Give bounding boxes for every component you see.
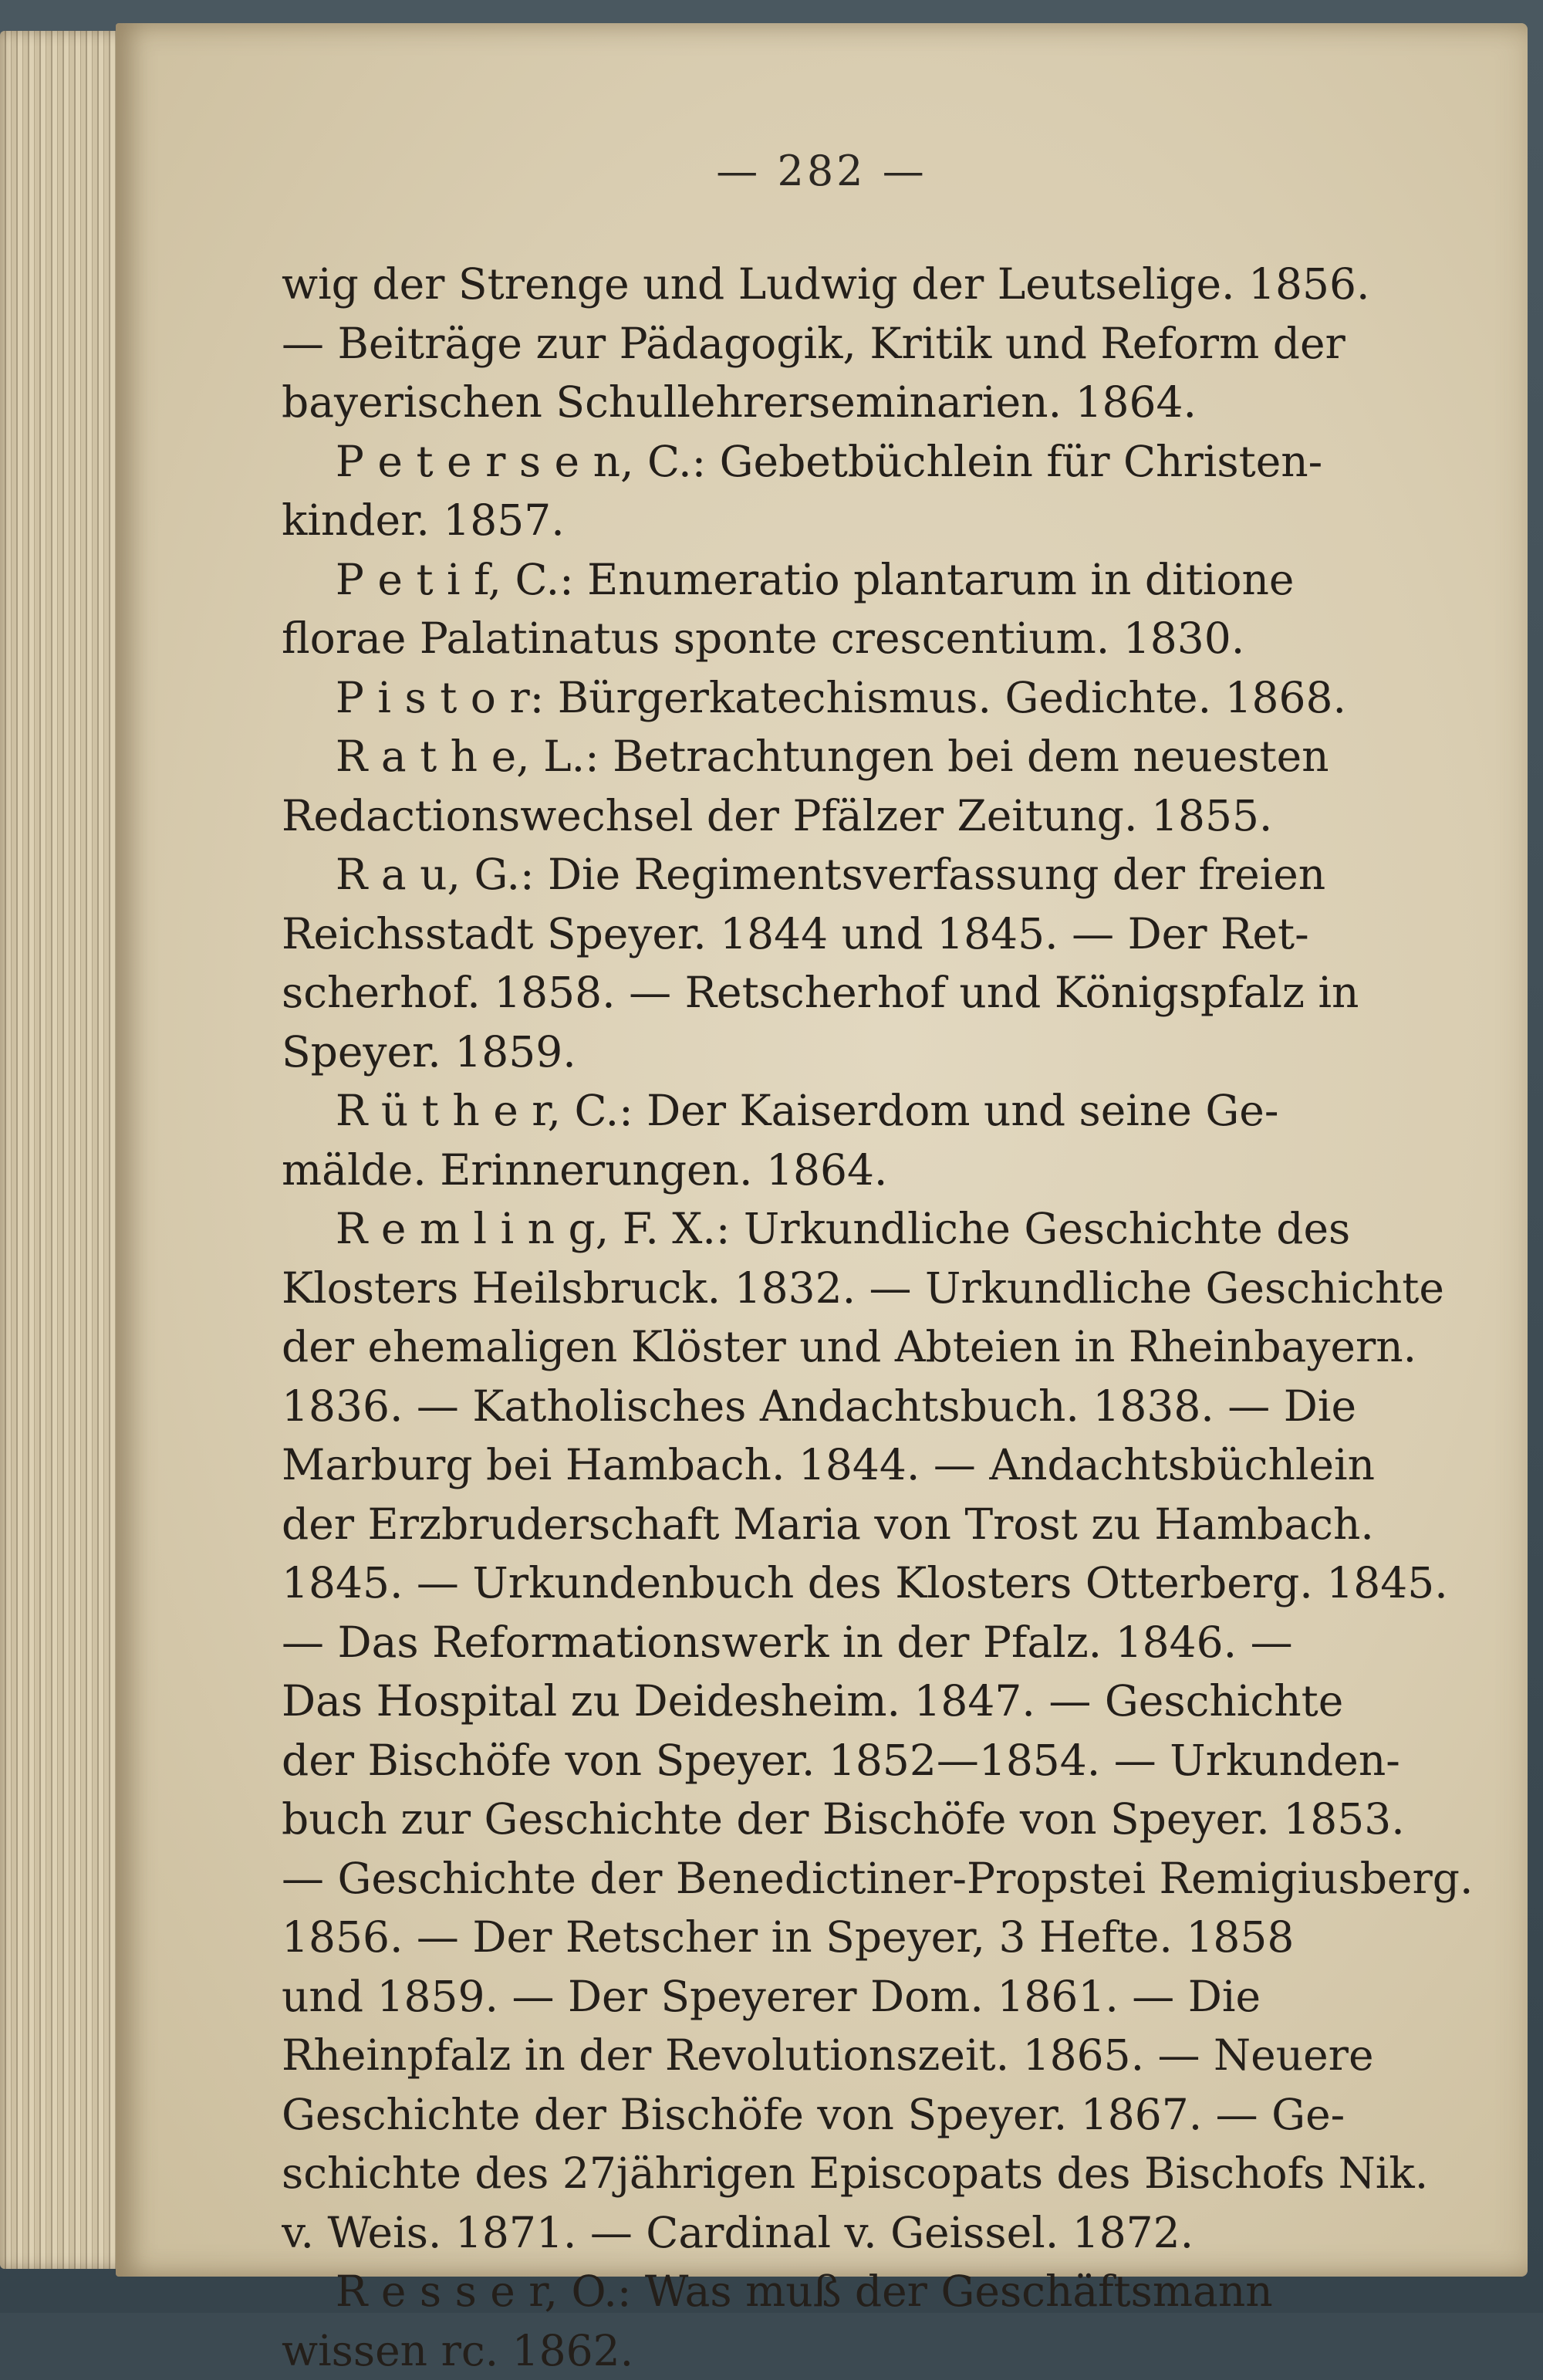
text-line: Das Hospital zu Deidesheim. 1847. — Geschichte xyxy=(282,1672,1543,1731)
text-line: Redactionswechsel der Pfälzer Zeitung. 1855. xyxy=(282,786,1543,846)
text-line: Marburg bei Hambach. 1844. — Andachtsbüchlein xyxy=(282,1435,1543,1495)
text-line: v. Weis. 1871. — Cardinal v. Geissel. 1872. xyxy=(282,2203,1543,2263)
text-line: wig der Strenge und Ludwig der Leutselige. 1856. xyxy=(282,255,1543,314)
text-line: der Bischöfe von Speyer. 1852—1854. — Urkunden- xyxy=(282,1731,1543,1790)
text-line: — Das Reformationswerk in der Pfalz. 1846. — xyxy=(282,1613,1543,1672)
text-line: P e t e r s e n, C.: Gebetbüchlein für Christen- xyxy=(282,432,1543,492)
text-line: Geschichte der Bischöfe von Speyer. 1867. — Ge- xyxy=(282,2085,1543,2145)
text-line: — Geschichte der Benedictiner-Propstei Remigiusberg. xyxy=(282,1849,1543,1908)
text-line: Speyer. 1859. xyxy=(282,1023,1543,1082)
page-edges xyxy=(0,31,131,2269)
text-line: Klosters Heilsbruck. 1832. — Urkundliche Geschichte xyxy=(282,1259,1543,1318)
text-line: der ehemaligen Klöster und Abteien in Rheinbayern. xyxy=(282,1317,1543,1377)
text-line: Rheinpfalz in der Revolutionszeit. 1865. — Neuere xyxy=(282,2026,1543,2085)
text-line: schichte des 27jährigen Episcopats des Bischofs Nik. xyxy=(282,2144,1543,2203)
text-line: R a t h e, L.: Betrachtungen bei dem neuesten xyxy=(282,727,1543,786)
text-line: wissen rc. 1862. xyxy=(282,2321,1543,2380)
bibliography-text xyxy=(282,255,1543,2380)
text-line: scherhof. 1858. — Retscherhof und Königspfalz in xyxy=(282,963,1543,1023)
text-line: und 1859. — Der Speyerer Dom. 1861. — Die xyxy=(282,1967,1543,2027)
text-line: 1856. — Der Retscher in Speyer, 3 Hefte. 1858 xyxy=(282,1908,1543,1967)
book-page xyxy=(116,23,1528,2277)
text-line: florae Palatinatus sponte crescentium. 1830. xyxy=(282,609,1543,668)
text-line: 1845. — Urkundenbuch des Klosters Otterberg. 1845. xyxy=(282,1553,1543,1613)
text-line: buch zur Geschichte der Bischöfe von Speyer. 1853. xyxy=(282,1790,1543,1849)
text-line: R a u, G.: Die Regimentsverfassung der freien xyxy=(282,845,1543,904)
text-line: bayerischen Schullehrerseminarien. 1864. xyxy=(282,373,1543,432)
text-line: mälde. Erinnerungen. 1864. xyxy=(282,1141,1543,1200)
page-number: — 282 — xyxy=(116,147,1528,195)
text-line: P e t i f, C.: Enumeratio plantarum in ditione xyxy=(282,550,1543,610)
text-line: R e m l i n g, F. X.: Urkundliche Geschichte des xyxy=(282,1199,1543,1259)
text-line: R ü t h e r, C.: Der Kaiserdom und seine Ge- xyxy=(282,1081,1543,1141)
text-line: — Beiträge zur Pädagogik, Kritik und Reform der xyxy=(282,314,1543,374)
text-line: Reichsstadt Speyer. 1844 und 1845. — Der Ret- xyxy=(282,904,1543,964)
text-line: der Erzbruderschaft Maria von Trost zu Hambach. xyxy=(282,1495,1543,1554)
text-line: R e s s e r, O.: Was muß der Geschäftsmann xyxy=(282,2262,1543,2321)
text-line: 1836. — Katholisches Andachtsbuch. 1838. — Die xyxy=(282,1377,1543,1436)
text-line: kinder. 1857. xyxy=(282,491,1543,550)
text-line: P i s t o r: Bürgerkatechismus. Gedichte. 1868. xyxy=(282,668,1543,728)
